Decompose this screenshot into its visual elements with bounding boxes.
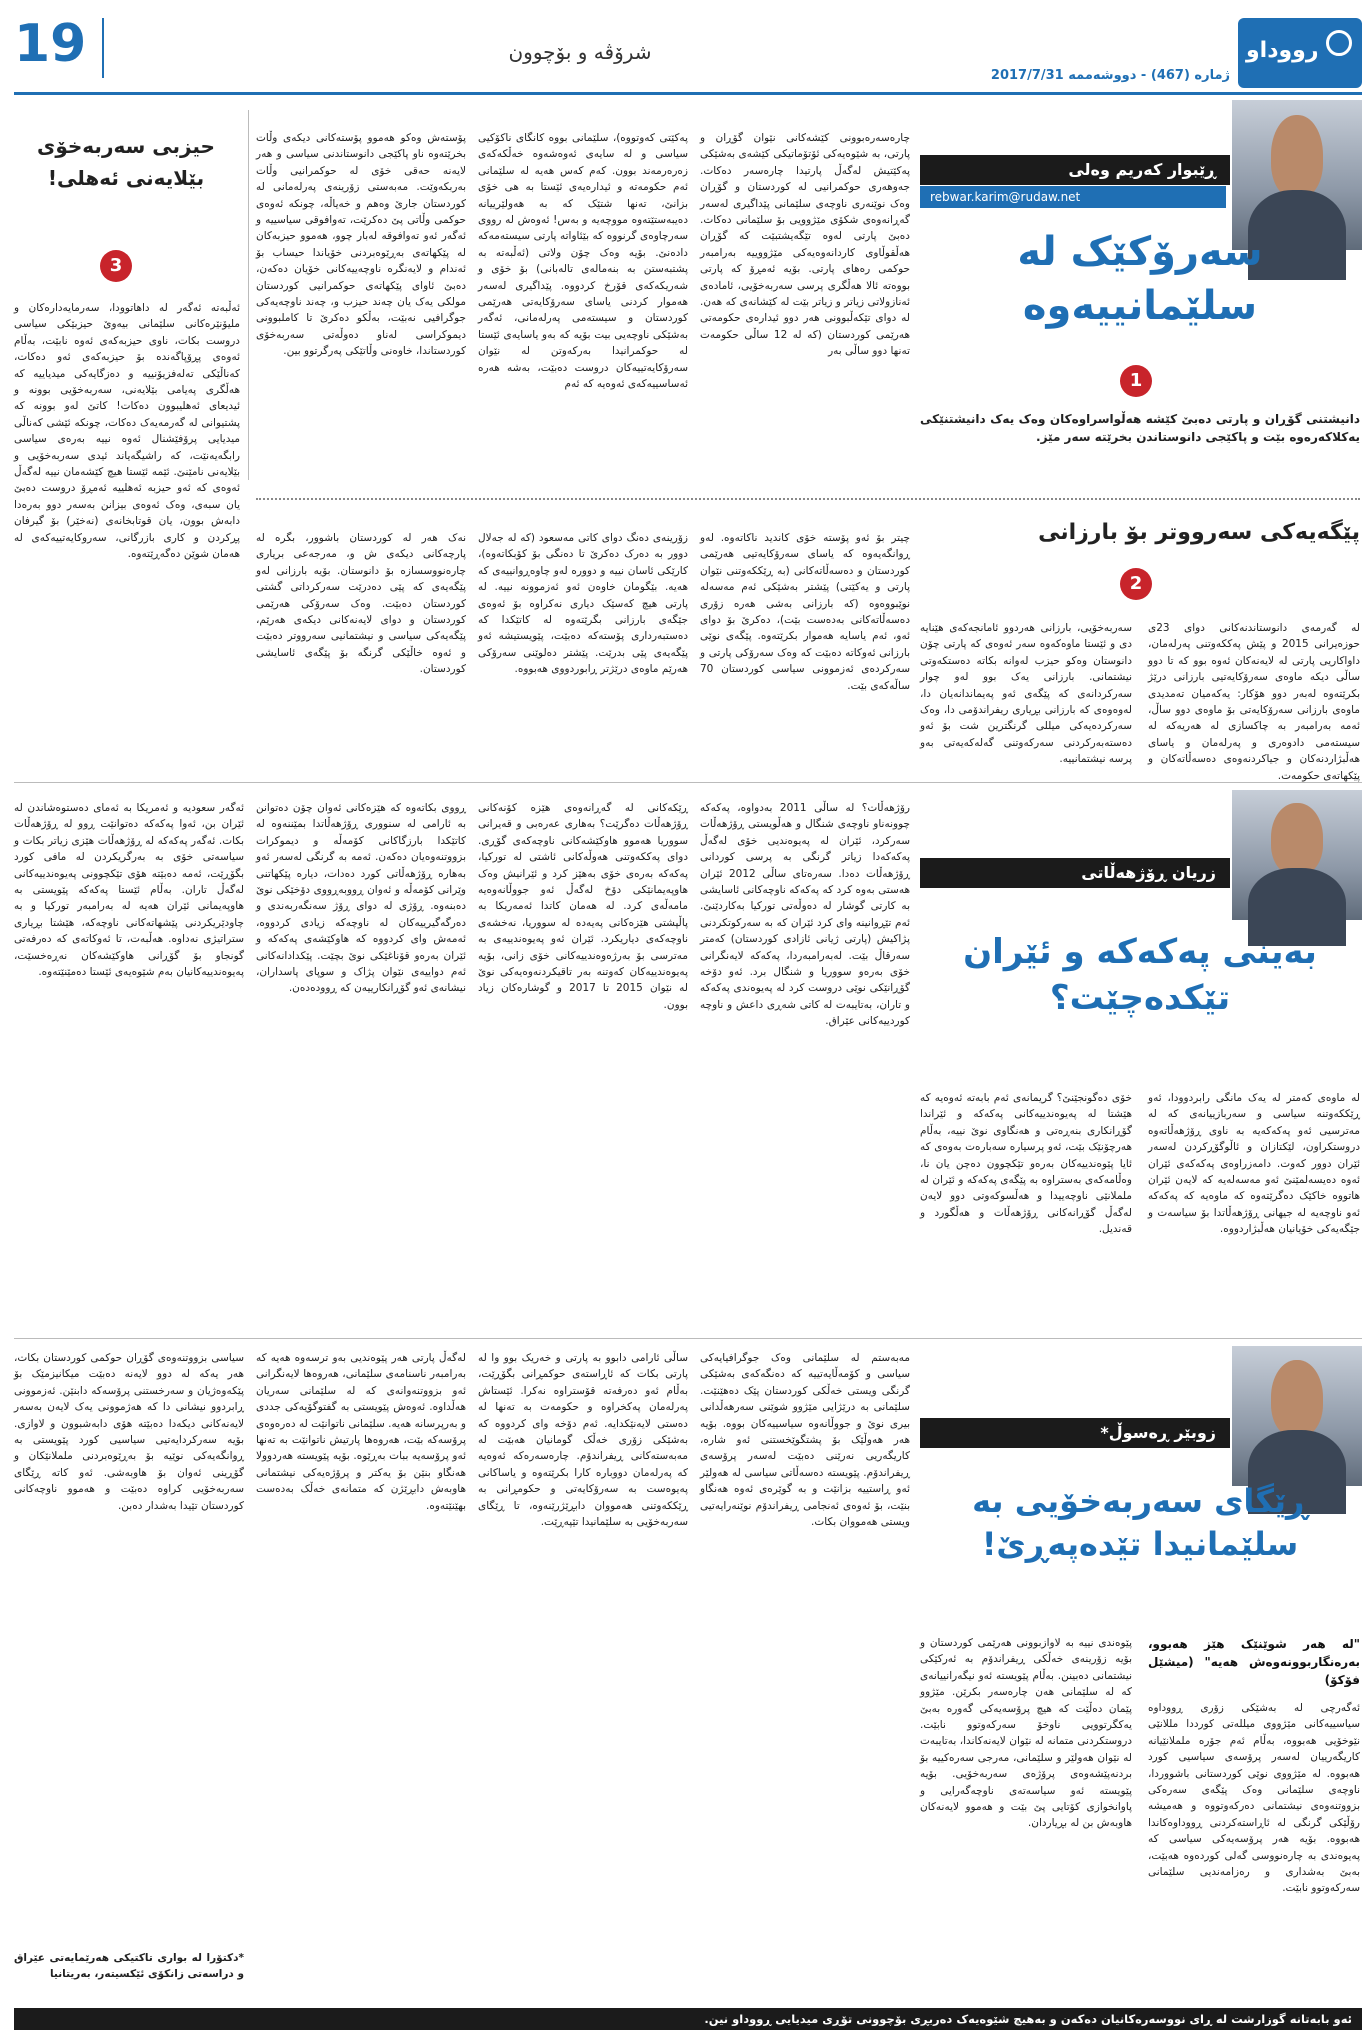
article-5-quote: "لە هەر شوێنێک هێز هەبوو، بەرەنگاربوونەوەش هەیە" (میشێل فۆکۆ) [1148,1637,1360,1687]
article-4-col1: رۆژهەڵات؟ لە ساڵی 2011 بەدواوە، پەکەکە چوونەناو ناوچەی شنگال و هەڵویستی ڕۆژهەڵات سەرکرد، ئێران لە پەیوەندیی خۆی لەگەڵ پەکەکەدا زیاتر گرنگی بە پرسی کوردانی ڕۆژهەڵات دەدا. سەرەتای ساڵی 2012 ئێران هەستی بەوە کرد کە پەکەکە ناوچەکانی ئاسایشی بە کارتی گوشار لە دەوڵەتی تورکیا بەکاردێنێ. ئەم تێڕوانینە وای کرد ئێران کە بە سەرکوتکردنی پژاکیش (پارتی ژیانی ئازادی کوردستان) کەمتر سەرقاڵ بێت. لەبەرامبەردا، پەکەکە لایەنگرانی خۆی بەرەو سووریا و شنگال برد. ئەو دۆخە گۆڕانێکی نوێی دروست کرد لە پەیوەندی پەکەکە و تاران، بەتایبەت لە کاتی شەڕی داعش و ناوچە کوردییەکانی عێراق. [700,802,910,1028]
article-4-intro2: خۆی دەگونجێنێ؟ گریمانەی ئەم بابەتە ئەوەیە کە هێشتا لە پەیوەندییەکانی پەکەکە و ئێراندا گۆڕانکاری بنەڕەتی و هەنگاوی نوێ نییە، بەڵام هەرچۆنێک بێت، ئەو پرسیارە سەبارەت بەوەی کە ئایا پێوەندییەکان بەرەو تێکچوون دەچن یان نا، وەڵامەکەی بەستراوە بە پێگەی پەکەکە و ئێران لە ململانێی ناوچەییدا و هەڵسوکەوتی دوو لایەن لەگەڵ گۆڕانەکانی ڕۆژهەڵات و هەڵگورد و قەندیل. [920,1092,1132,1236]
logo-text: رووداو [1246,38,1319,63]
article-2-title: پێگەیەکی سەرووتر بۆ بارزانی [1038,520,1360,545]
article-1-col-middle: پەکێتی کەوتووە)، سلێمانی بووە کانگای ناکۆکیی سیاسی و لە سایەی ئەوەشەوە خەڵکەکەی زەرەرمەند بوون. کەم کەس هەیە لە سلێمانی ئەم حکومەتە و ئیدارەیەی ئێستا بە هی خۆی بزانێ، تەنها شتێک کە بە هەولێرییانە دەیبەستێتەوە مووچەیە و بەس! ئەوەش لە رووی سەرچاوەی گرنووە کە بێئاواتە پارتی سیستەمەکە دادەنێ. بۆیە وەک چۆن ولاتی (ئەڵبەتە بە پشتبەستن بە بنەمالەی تالەبانی) بۆ خۆی و شەریکەکەی قۆرخ کردووە. پێداگیری لەسەر هەموار کردنی یاسای سەرۆکایەتی هەرێمی کوردستان و سیستەمی پەرلەمانی، ئەگەر بەشێکی ناوچەیی بیت بۆیە کە بەو یاسایەی ئێستا لە حوکمرانیدا بەرکەوتن لە نێوان سەرۆکایەتییەکان دروست دەبێت، بەشە هەرە ئەساسییەکەی ئەوەیە کە ئەم [478,132,688,391]
article-4-col3: ڕووی بکاتەوە کە هێزەکانی ئەوان چۆن دەتوانن بە ئارامی لە سنووری ڕۆژهەڵاتدا بمێننەوە لە کاتێکدا بارزگاکانی کۆمەڵە و دیموکرات بزووتنەوەیان دەکەن. ئەمە بە گرنگی لەسەر ئەو بەهارە ڕۆژهەڵاتی کورد دەدات، دیارە پێکهاتنی وێرانی کۆمەڵە و ئەوان ڕووبەڕووی دۆخێکی نوێ دەبنەوە. ڕۆژی لە دوای ڕۆژ سەنگەربەندی و دەرگەگیرییەکان لە ناوچەکە زیادی کردووە، ئەمەش وای کردووە کە هاوکێشەی پەکەکە و ئێران بەرەو قۆناغێکی نوێ بچێت. پێکدادانەکانی ئەم دواییەی نێوان پژاک و سوپای پاسداران، نیشانەی ئەو گۆڕانکارییەن کە ڕوودەدەن. [256,802,466,995]
article-2-col2: سەربەخۆیی، بارزانی هەردوو ئامانجەکەی هێنایە دی و ئێستا ماوەکەوە سەر ئەوەی کە پارتی چۆن دانوستان وەکو حیزب لەوانە بکاتە دەستکەوتی نیشتمانی. بارزانی یەک بوو لەو چوار سەرکردانەی کە پێگەی ئەو پەیماندانەیان دا، لەوەوەی کە بارزانی بڕیاری ریفراندۆمی دا، وەک سەرکردەیەکی میللی گرنگترین شت بۆ ئەو دەستەبەرکردنی سەرکەوتنی گەلەکەیەتی بەو پرسە نیشتمانییە. [920,622,1132,766]
rudaw-logo [1238,18,1362,88]
logo-icon [1326,30,1352,56]
article-1-author-email: rebwar.karim@rudaw.net [920,186,1226,208]
issue-info: ژمارە (467) - دووشەممە 2017/7/31 [990,68,1230,83]
divider-v1 [248,110,249,480]
article-1-col-left: پۆستەش وەکو هەموو پۆستەکانی دیکەی وڵات بخرێتەوە ناو پاکێجی دانوستاندنی سیاسی و هەر لایەنە حەقی خۆی لە حوکمرانیی وڵات بەربکەوێت. مەبەستی زۆرینەی پەرلەمانی لە کوردستان جارێ وەهم و خەیاڵە، چونکە ئەوەی حوکمی وڵاتی پێ دەکرێت، تەوافوقی سیاسییە و ئەگەر ئەو تەوافوقە لەبار چوو، هەموو حیزبەکان لە پێکهاتەی بەڕێوەبردنی خۆیاندا حیساب بۆ ئەندام و لایەنگرە ناوچەییەکانی خۆیان دەکەن، دەبێ ئاوای پێکهاتەی حوکمرانیی کوردستان مولکی یەک یان چەند حیزب و، چەند ناوچەیەکی جوگرافیی نەبێت، بەڵکو دەکرێ تا کاملبوونی دیموکراسی لەناو دەوڵەتی سەربەخۆی کوردستاندا، خاوەنی وڵاتێکی پەرگرتوو بین. [256,132,466,358]
divider-h1 [14,782,1362,783]
article-5-title [920,1480,1360,1566]
article-2-number: 2 [1120,568,1152,600]
article-4-col2: ڕێکەکانی لە گەڕانەوەی هێزە کۆنەکانی ڕۆژهەڵات دەگرێت؟ بەهاری عەرەبی و قەیرانی سووریا هەموو هاوکێشەکانی ناوچەکەی گۆڕی. دوای پەککەوتنی هەوڵەکانی ئاشتی لە تورکیا، پەکەکە بەرەی خۆی بەهێز کرد و ئێرانیش وەک هاوپەیمانێکی دۆخ لەگەڵ ئەو جووڵانەوەیە مامەڵەی کرد. لە هەمان کاتدا ئەمەریکا بە پاڵپشتی هێزەکانی پەیەدە لە سووریا، نەخشەی ناوچەکەی دیاریکرد. ئێران ئەو پەیوەندییەی بە مەترسی بۆ بەرژەوەندییەکانی خۆی زانی، بۆیە پەیوەندییەکان کەوتنە بەر تاقیکردنەوەیەکی نوێ لە نێوان 2015 تا 2017 و گوشارەکان زیاد بوون. [478,802,688,1011]
divider-dotted-1 [256,498,1360,500]
article-5-col3: مەبەستم لە سلێمانی وەک جوگرافیایەکی سیاسی و کۆمەڵایەتییە کە دەنگەکەی بەشێکی گرنگی ویستی خەڵکی کوردستان پێک دەهێنێت. سلێمانی بە درێژایی مێژوو شوێنی سەرهەڵدانی بیری نوێ و جووڵانەوە سیاسییەکان بووە. بۆیە هەر هەوڵێک بۆ پشتگوێخستنی ئەو شارە، کاریگەریی نەرێنی دەبێت لەسەر پرۆسەی ڕیفراندۆم. پێویستە دەسەڵاتی سیاسی لە هەولێر ئەو ڕاستییە بزانێت و بە گوێرەی ئەوە هەنگاو بنێت، بۆ ئەوەی ئەنجامی ڕیفراندۆم نوێنەرایەتیی ویستی هەمووان بکات. [700,1352,910,1529]
article-5-author-note: *دکتۆرا لە بواری تاکتیکی هەرێمایەتی عێراق و دراسەتی زانکۆی ئێکسیتەر، بەریتانیا [14,1952,244,1981]
article-2-col1: لە گەرمەی دانوستاندنەکانی دوای 23ی حوزەیرانی 2015 و پێش پەککەوتنی پەرلەمان، داواکاریی پارتی لە لایەنەکان ئەوە بوو کە تا دوو ساڵی دیکە ماوەی سەرۆکایەتیی بارزانی درێژ بکرێتەوە لەبەر دوو هۆکار: یەکەمیان تەمدیدی ماوەی بارزانی سەرۆکایەتی بۆ ماوەی دوو ساڵ، ئەمە بەرامبەر بە چاکسازی لە هەریەکە لە سیستەمی دادوەری و پەرلەمان و یاسای هەڵبژاردنەکان و جیاکردنەوەی دەسەڵاتەکان و پێکهاتەی حکومەت. [1148,622,1360,782]
divider-h2 [14,1338,1362,1339]
article-1-subtitle: دانیشتنی گۆڕان و پارتی دەبێ کێشە هەڵواسراوەکان وەک یەک دانیشتنێکی یەکلاکەرەوە بێت و پاکێجی دانوستاندن بخرێتە سەر مێز. [920,412,1360,444]
article-5-col1: ئەگەرچی لە بەشێکی زۆری ڕووداوە سیاسییەکانی مێژووی میللەتی کورددا مللانێی نێوخۆیی هەبووە، بەڵام ئەم جۆرە ململانێیانە کاریگەرییان لەسەر پرۆسەی سیاسیی کورد هەبووە. لە مێژووی نوێی کوردستانی باشووردا، ناوچەی سلێمانی وەک پێگەی سەرەکی بزووتنەوەی نیشتمانی دەرکەوتووە و هەمیشە رۆڵێکی گرنگی لە ئاڕاستەکردنی ڕووداوەکاندا هەبووە. بۆیە هەر پرۆسەیەکی سیاسی کە پەیوەندی بە چارەنووسی گەلی کوردەوە هەبێت، بەبێ بەشداری و رەزامەندیی سلێمانی سەرکەوتوو نابێت. [1148,1702,1360,1895]
article-4-author-name: زریان ڕۆژهەڵاتی [920,858,1230,888]
article-5-col4: ساڵی ئارامی دابوو بە پارتی و خەریک بوو وا لە پارتی بکات کە ئاڕاستەی حوکمڕانی بگۆڕێت، بەڵام ئەو دەرفەتە قۆستراوە نەکرا. ئێستاش پەرلەمان پەکخراوە و حکومەت بە تەنها لە دەستی لایەنێکدایە. ئەم دۆخە وای کردووە کە بەشێکی زۆری خەڵک گومانیان هەبێت لە مەبەستەکانی ڕیفراندۆم. چارەسەرەکە ئەوەیە کە پەرلەمان دووبارە کارا بکرێتەوە و یاساکانی پەیوەست بە سەرۆکایەتی و حکومڕانی بە ڕێککەوتنی هەمووان دابڕێژرێنەوە، تا ڕێگای سەربەخۆیی بە سلێمانیدا تێپەڕێت. [478,1352,688,1529]
article-3-number: 3 [100,250,132,282]
article-4-title [920,930,1360,1022]
article-5-col5: لەگەڵ پارتی هەر پێوەندیی بەو ترسەوە هەیە کە بەرامبەر ناسنامەی سلێمانی، هەروەها لایەنگرانی ئەو بزووتنەوانەی کە لە سلێمانی سەریان هەڵداوە. ئەوەش پێویستی بە گفتوگۆیەکی جددی و بەرپرسانە هەیە. سلێمانی ناتوانێت لە دەرەوەی پرۆسەکە بێت، هەروەها پارتیش ناتوانێت بە تەنها ئەو پرۆسەیە ببات بەڕێوە. بۆیە پێویستە هەردوولا هەنگاو بنێن بۆ یەکتر و پرۆژەیەکی نیشتمانی هاوبەش دابڕێژن کە متمانەی خەڵک بەدەست بهێنێتەوە. [256,1352,466,1512]
footer-bar [14,2008,1362,2030]
article-5-title-line1: ڕێگای سەربەخۆیی بە [972,1482,1308,1520]
article-3-title-line1: حیزبی سەربەخۆی [37,134,215,158]
article-4-intro: لە ماوەی کەمتر لە یەک مانگی رابردوودا، ئەو ڕێککەوتنە سیاسی و سەربازییانەی کە لە مەترسیی ئەو پەکەکەیە بە ناوی ڕۆژهەڵاتەوە دروستکراون، لێکتازان و ئاڵوگۆڕکردن لەسەر ئێران دوور کەوت. دامەزراوەی پەکەکەی ئێران ئەوە دەیسەلمێنێ ئەو مەسەلەیە کە لایەن ئێران هاتووە خاکێک دەگرێتەوە کە ماوەیە کە پەکەکە ئەو ناوچەیە لە جیهانی ڕۆژهەڵاتدا بۆ سیاسەت و جێگەیەکی خۆیانیان هەڵبژاردووە. [1148,1092,1360,1236]
section-title: شرۆڤە و بۆچوون [508,40,652,64]
article-1-col-right: چارەسەرەبوونی کێشەکانی نێوان گۆڕان و پارتی، بە شێوەیەکی ئۆتۆماتیکی کێشەی بەشێکی پەکێتیش لەگەڵ پارتیدا چارەسەر دەکات. جەوهەری حوکمرانیی لە کوردستان و گۆڕان وەک نوێنەری ناوچەی سلێمانی پێداگیری لەسەر گەڕانەوەی شکۆی مێژوویی بۆ سلێمانی دەکات. دەبێ پارتی لەوە تێگەیشتبێت کە گۆڕان هەڵقوڵاوی کاردانەوەیەکی مێژووییە بەرامبەر حوکمی رەهای پارتی. بۆیە ئەمڕۆ کە پارتی بووەتە ئالا هەڵگری پرسی سەربەخۆیی، ئامادەی ئەنازولاتی زیاتر و زیاتر بێت لە کێشانەی کە هەن. لە دوای تێکەڵبوونی هەر دوو ئیدارەی حکومەتی هەرێمی کوردستان (کە لە 12 ساڵی حکومەت تەنها دوو ساڵی بەر [700,132,910,358]
page-header [0,0,1372,98]
article-4-title-line1: بەینی پەکەکە و ئێران [963,932,1317,972]
article-5-col6: سیاسی بزووتنەوەی گۆڕان حوکمی کوردستان بکات، هەر یەکە لە دوو لایەنە دەبێت میکانیزمێک بۆ پێکەوەژیان و سەرخستنی پرۆسەکە دابنێن. ئەزموونی ڕابردوو نیشانی دا کە هەژموونی یەک لایەن بەسەر لایەنەکانی دیکەدا دەبێتە هۆی دابەشبوون و لاوازی. بۆیە سەرکردایەتیی سیاسیی کورد پێویستی بە ڕوانگەیەکی نوێیە بۆ بەڕێوەبردنی ململانێکان و گۆڕینی ئەوان بۆ هاوبەشی. ئەو کاتە ڕێگای سەربەخۆیی کراوە دەبێت و هەموو ناوچەکانی کوردستان تێیدا بەشدار دەبن. [14,1352,244,1512]
article-1-title-line2: سلێمانییەوە [1022,283,1258,329]
article-3-title-line2: بێلایەنی ئەهلی! [47,166,205,190]
page-number: 19 [14,14,87,74]
article-2-col5: نەک هەر لە کوردستان باشوور، بگرە لە پارچەکانی دیکەی ش و، مەرجەعی بریاری چارەنووسسازە بۆ دانوستان. بۆیە بارزانی لەو پێگەیەی کە پێی دەدرێت سەرکرداتی گشتی کوردستان دەبێت. وەک سەرۆکی هەرێمی کوردستان و دوای لایەنەکانی دیکەی هەرێم، پێگەیەکی سیاسی و نیشتمانیی سەرووتر دەبێت و ئەوە خاڵێکی گرنگە بۆ پێگەی ئاسایشی کوردستان. [256,532,466,676]
article-5-author-name: زوبێر ڕەسوڵ* [920,1418,1230,1448]
article-4-col4: ئەگەر سعودیە و ئەمریکا بە ئەمای دەستوەشاندن لە ئێران بن، ئەوا پەکەکە دەتوانێت ڕوو لە ڕۆژهەڵات بکات. ئەگەر پەکەکە لە ڕۆژهەڵات هێزی زیاتر بکات و سیاسەتی خۆی بە بەرگریکردن لە مافی کورد بگۆڕێت، ئەمە دەبێتە هۆی تێکچوونی پەیوەندییەکانی لەگەڵ تاران. بەڵام ئێستا پەکەکە پێویستی بە هاوپەیمانی ئێران هەیە لە بەرامبەر تورکیا و بە چاودێریکردنی پێشهاتەکانی ناوچەکە، هێشتا بڕیاری ستراتیژی نەداوە. هەڵبەت، تا ئەوکاتەی کە دەرفەتی گونجاو بۆ گۆڕانی هاوکێشەکان نەڕەخسێت، پەیوەندییەکانیان بەم شێوەیەی ئێستا دەمێنێتەوە. [14,802,244,979]
article-2-col4: زۆرینەی دەنگ دوای کاتی مەسعود (کە لە جەلال دوور بە دەرک دەکرێ تا دەنگی بۆ کۆبکاتەوە)، کارێکی ئاسان نییە و دوورە لەو چاوەڕوانییەی کە هەیە. بێگومان خاوەن ئەو ئەزموونە نییە. لە پارتی هیچ کەسێک دیاری نەکراوە بۆ ئەوەی جێگەی بارزانی بگرێتەوە لە کاتێکدا کە دەستبەرداری پۆستەکە دەبێت، پێویستیشە ئەو پێگەیەی پێی بدرێت. پێشتر دەلوێنی سەرۆکی هەرێم ماوەی درێژتر ڕابوردووی هەبووە. [478,532,688,676]
article-4-title-line2: تێکدەچێت؟ [1049,977,1231,1018]
article-5-title-line2: سلێمانیدا تێدەپەڕێ! [981,1525,1299,1564]
article-3-title [14,130,238,194]
header-divider [102,18,104,78]
article-1-number: 1 [1120,365,1152,397]
article-5-col2: پێوەندی نییە بە لاوازبوونی هەرێمی کوردستان و بۆیە زۆرینەی خەڵکی ڕیفراندۆم بە ئەرکێکی نیشتمانی دەبینن. بەڵام پێویستە ئەو نیگەرانییانەی کە لە سلێمانی هەن چارەسەر بکرێن. مێژوو پێمان دەڵێت کە هیچ پرۆسەیەکی گەورە بەبێ یەکگرتوویی ناوخۆ سەرکەوتوو نابێت. دروستکردنی متمانە لە نێوان لایەنەکاندا، بەتایبەت لە نێوان هەولێر و سلێمانی، مەرجی سەرەکییە بۆ بردنەپێشەوەی پرۆژەی سەربەخۆیی. بۆیە پێویستە ئەو سیاسەتەی ناوچەگەرایی و پاوانخوازی کۆتایی پێ بێت و هەموو لایەنەکان هاوبەش بن لە بڕیاردان. [920,1637,1132,1830]
article-2-col3: چیتر بۆ ئەو پۆستە خۆی کاندید ناکاتەوە. لەو ڕوانگەیەوە کە یاسای سەرۆکایەتیی هەرێمی کوردستان و دەسەڵاتەکانی (بە ڕێککەوتنی نێوان پارتی و یەکێتی) پێشتر بەشێکی ئەم مەسەلە نوێبووەوە (کە بارزانی بەشی هەرە زۆری دەسەڵاتەکانی بەدەست بێت)، دەکرێ بۆ دوای ئەو، ئەم یاسایە هەموار بکرێتەوە. پێگەی نوێی بارزانی ئەوکاتە دەبێت کە وەک سەرۆکی پارتی و سەرکردەی ئەزموونی سیاسی کوردستان 70 ساڵەکەی بێت. [700,532,910,692]
article-1-author-name: ڕێبوار کەریم وەلی [920,155,1230,185]
article-1-title [920,225,1360,333]
header-rule [14,92,1362,95]
article-4-author-photo [1232,790,1362,920]
article-3-body: ئەڵبەتە ئەگەر لە داهاتوودا، سەرمایەدارەکان و ملیۆنێرەکانی سلێمانی بیەوێ حیزبێکی سیاسی دروست بکات، ناوی حیزبەکەی ئەوە نابێت، بەڵام ئەوەی پڕۆپاگەندە بۆ حیزبەکەی ئەو دەکات، کەناڵێکی تەلەفزیۆنییە و دەزگایەکی میدیاییە کە هەڵگری پەیامی بێلایەنی، سەربەخۆیی بوونە و ئیدیعای ئەهلیبوون دەکات! کاتێ لەو بوونە کە پشتیوانی لە گەرمەیەک دەکات، چونکە ئێشی کەناڵی میدیایی پرۆفێشنال ئەوە نییە بەرەی سیاسی رابگەیەنێت، کە راشیگەیاند ئیدی سەربەخۆیی و بێلایەنی نامێنێ. ئێمە ئێستا هیچ کێشەمان نییە لەگەڵ ئەوەی کە ئەو حیزبە ئەهلییە ئەمڕۆ دروست دەبێ یان سبەی، وەک ئەوەی بیزانن بەسەر دوو بەرەدا دابەش بوون، یان قوتابخانەی (نەخێر) بۆ گیرفان پڕکردن و کاری بازرگانی، سەروکایەتییەکەی لە هەمان شوێن دەگەڕێتەوە. [14,302,240,561]
article-1-title-line1: سەرۆکێک لە [1017,229,1263,275]
footer-disclaimer: ئەو بابەتانە گوزارشت لە ڕای نووسەرەکانیان دەکەن و بەهیچ شێوەیەک دەربڕی بۆچوونی تۆڕی میدیایی ڕووداو نین. [704,2012,1352,2026]
article-5-author-photo [1232,1346,1362,1486]
